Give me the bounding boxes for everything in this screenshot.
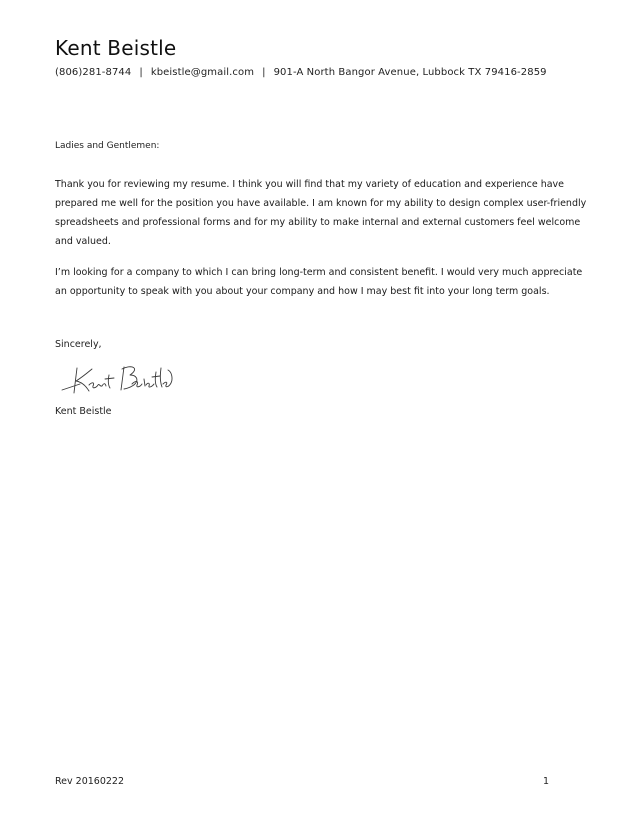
contact-line: [55, 67, 547, 78]
handwritten-signature: [60, 360, 178, 396]
closing: Sincerely,: [55, 339, 102, 350]
body-paragraph-2: I’m looking for a company to which I can bring long-term and consistent benefit. I would very much appreciate an opportunity to speak with you about your company and how I may best fit into your long term goals.: [55, 267, 583, 297]
revision-footer: Rev 20160222: [55, 776, 125, 787]
sender-name: Kent Beistle: [55, 36, 177, 60]
page-number: 1: [543, 776, 550, 787]
salutation: Ladies and Gentlemen:: [55, 141, 160, 151]
mailing-address: 901-A North Bangor Avenue, Lubbock TX 79416-2859: [273, 67, 547, 78]
signed-name: Kent Beistle: [55, 406, 112, 417]
separator: |: [139, 67, 143, 78]
phone-number: (806)281-8744: [55, 67, 132, 78]
body-paragraph-1: Thank you for reviewing my resume. I think you will find that my variety of education and experience have prepared me well for the position you have available. I am known for my ability to design complex user-friendly spreadsheets and professional forms and for my ability to make internal and external customers feel welcome and valued.: [55, 179, 587, 247]
email-address: kbeistle@gmail.com: [150, 67, 255, 78]
separator: |: [262, 67, 266, 78]
